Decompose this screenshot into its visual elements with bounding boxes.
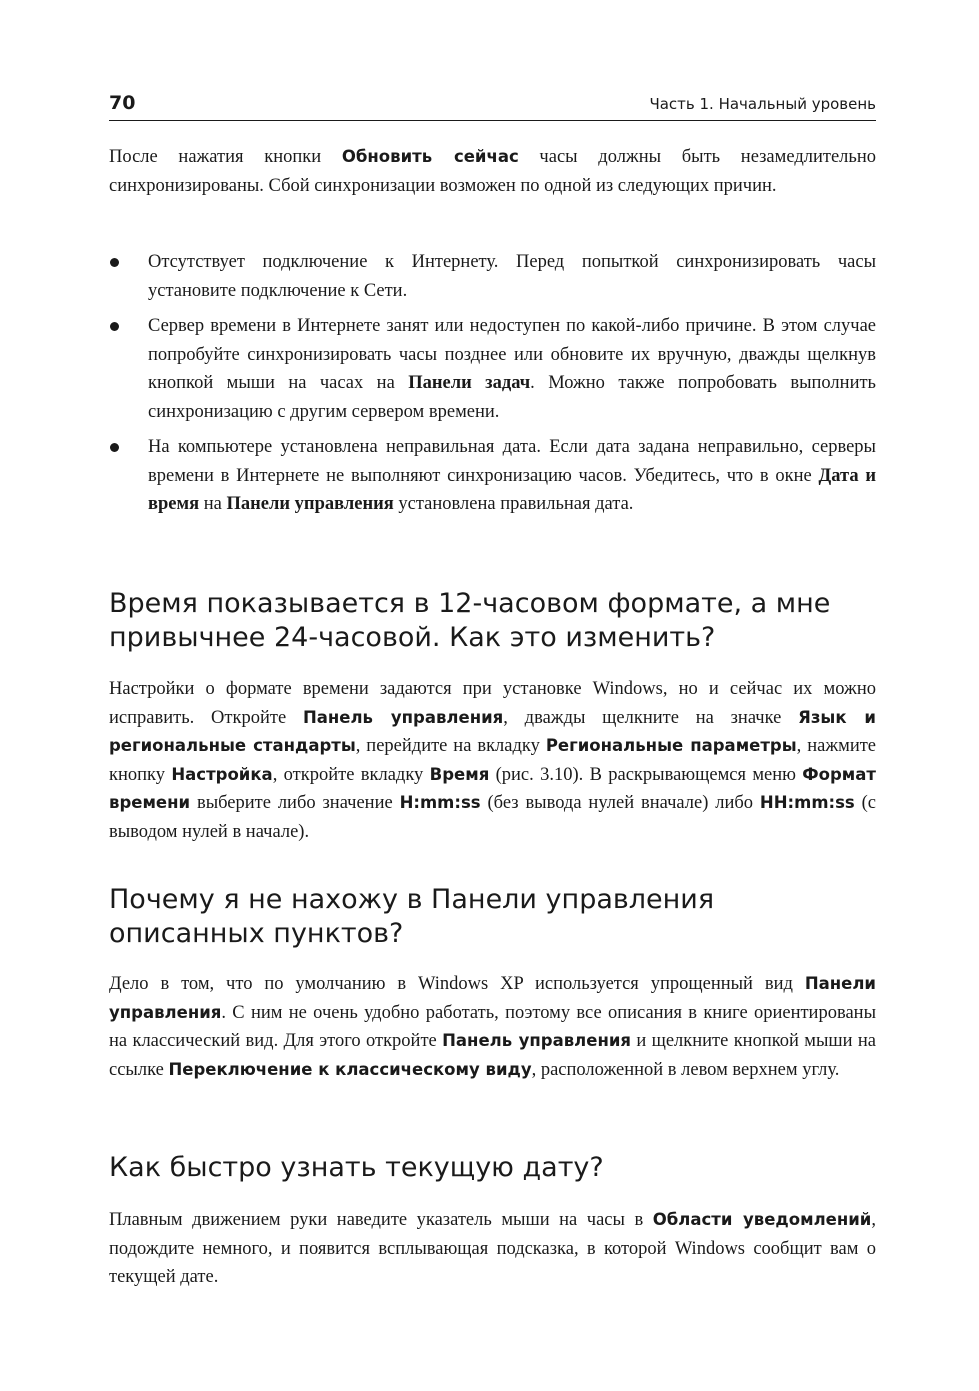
list-item xyxy=(109,433,876,519)
running-head: Часть 1. Начальный уровень xyxy=(649,95,876,113)
section-heading-current-date: Как быстро узнать текущую дату? xyxy=(109,1152,604,1183)
section-paragraph-current-date: Плавным движением руки наведите указатель мыши на часы в Области уведомлений, подождите немного, и появится всплывающая подсказка, в которой Windows сообщит вам о текущей дате. xyxy=(109,1210,876,1287)
ui-term: Язык и региональные стандарты xyxy=(109,707,876,755)
ui-term: Время xyxy=(429,764,490,784)
section-heading-control-panel: Почему я не нахожу в Панели управления описанных пунктов? xyxy=(109,884,715,949)
list-item-text: Сервер времени в Интернете занят или недоступен по какой-либо причине. В этом случае попробуйте синхронизировать часы позднее или обновите их вручную, дважды щелкнув кнопкой мыши на часах на Панели задач. Можно также попробовать выполнить синхронизацию с другим сервером времени. xyxy=(148,316,876,422)
ui-term: Переключение к классическому виду xyxy=(168,1059,532,1079)
list-item xyxy=(109,248,876,305)
bullet-icon xyxy=(110,322,119,331)
ui-term: Формат времени xyxy=(109,764,876,812)
ui-term: H:mm:ss xyxy=(399,793,481,812)
reasons-list xyxy=(109,248,876,526)
ui-term: Дата и время xyxy=(148,465,876,514)
ui-term: Панель управления xyxy=(302,707,504,727)
bullet-icon xyxy=(110,443,119,452)
ui-term: Панели управления xyxy=(109,974,876,1022)
page-header xyxy=(109,92,876,121)
ui-term: Обновить сейчас xyxy=(341,147,519,166)
ui-term: Панели управления xyxy=(226,494,394,514)
ui-term: Панель управления xyxy=(442,1031,631,1050)
list-item xyxy=(109,312,876,426)
ui-term: Панели задач xyxy=(408,373,531,393)
bullet-icon xyxy=(110,258,119,267)
page-number: 70 xyxy=(109,92,136,114)
section-paragraph-control-panel: Дело в том, что по умолчанию в Windows XP используется упрощенный вид Панели управления. С ним не очень удобно работать, поэтому все описания в книге ориентированы на классический вид. Для этого откройте Панель управления и щелкните кнопкой мыши на ссылке Переключение к классическому виду, расположенной в левом верхнем углу. xyxy=(109,974,877,1080)
list-item-text: Отсутствует подключение к Интернету. Перед попыткой синхронизировать часы установите подключение к Сети. xyxy=(148,252,876,301)
intro-paragraph: После нажатия кнопки Обновить сейчас часы должны быть незамедлительно синхронизированы. Сбой синхронизации возможен по одной из следующих причин. xyxy=(109,147,876,196)
ui-term: Области уведомлений xyxy=(652,1210,872,1229)
section-paragraph-time-format: Настройки о формате времени задаются при установке Windows, но и сейчас их можно исправить. Откройте Панель управления, дважды щелкните на значке Язык и региональные стандарты, перейдите на вкладку Региональные параметры, нажмите кнопку Настройка, откройте вкладку Время (рис. 3.10). В раскрывающемся меню Формат времени выберите либо значение H:mm:ss (без вывода нулей вначале) либо HH:mm:ss (с выводом нулей в начале). xyxy=(109,679,877,842)
ui-term: Региональные параметры xyxy=(545,736,797,755)
list-item-text: На компьютере установлена неправильная дата. Если дата задана неправильно, серверы времени в Интернете не выполняют синхронизацию часов. Убедитесь, что в окне Дата и время на Панели управления установлена правильная дата. xyxy=(148,437,876,514)
ui-term: HH:mm:ss xyxy=(759,793,855,812)
section-heading-time-format: Время показывается в 12-часовом формате, а мне привычнее 24-часовой. Как это изменить? xyxy=(109,588,831,653)
ui-term: Настройка xyxy=(171,764,273,784)
